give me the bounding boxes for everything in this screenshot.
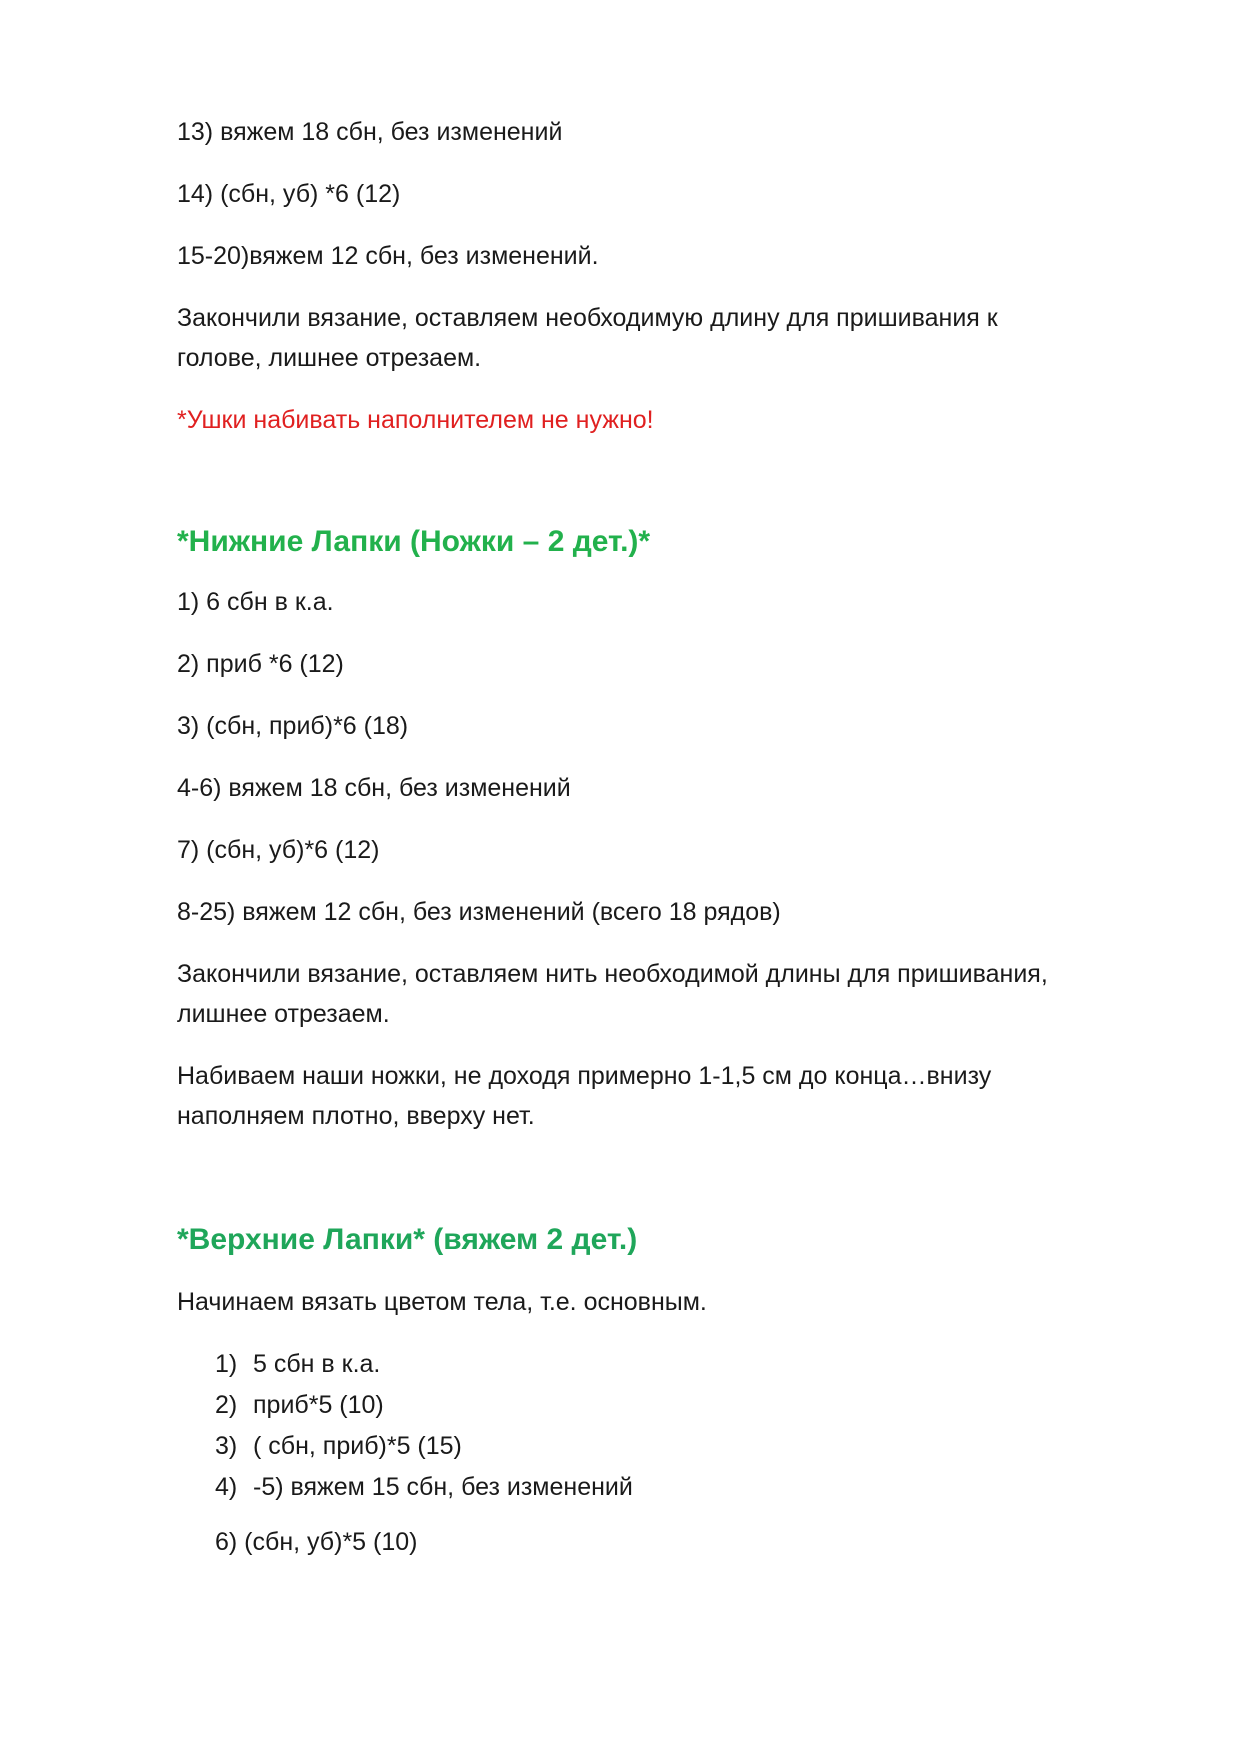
row-14: 14) (сбн, уб) *6 (12) xyxy=(177,180,401,208)
list-item-number: 1) xyxy=(215,1350,238,1378)
list-item xyxy=(215,1344,1117,1385)
legs-row-1: 1) 6 сбн в к.а. xyxy=(177,588,334,616)
row-15-20: 15-20)вяжем 12 сбн, без изменений. xyxy=(177,242,599,270)
list-item-text: 5 сбн в к.а. xyxy=(253,1350,381,1378)
arms-numbered-list xyxy=(215,1344,1117,1508)
list-item xyxy=(215,1467,1117,1508)
finish-line-2: голове, лишнее отрезаем. xyxy=(177,344,482,372)
list-item-text: ( сбн, приб)*5 (15) xyxy=(253,1432,462,1460)
legs-finish-line-2: лишнее отрезаем. xyxy=(177,1000,390,1028)
legs-row-7: 7) (сбн, уб)*6 (12) xyxy=(177,836,380,864)
finish-paragraph xyxy=(177,298,1117,378)
list-item-text: приб*5 (10) xyxy=(253,1391,384,1419)
legs-finish-paragraph xyxy=(177,954,1117,1034)
legs-row-4-6: 4-6) вяжем 18 сбн, без изменений xyxy=(177,774,571,802)
row-13: 13) вяжем 18 сбн, без изменений xyxy=(177,118,563,146)
list-item-text: -5) вяжем 15 сбн, без изменений xyxy=(253,1473,633,1501)
list-item xyxy=(215,1385,1117,1426)
finish-line-1: Закончили вязание, оставляем необходимую длину для пришивания к xyxy=(177,304,998,332)
list-item-number: 3) xyxy=(215,1432,238,1460)
legs-stuffing-line-2: наполняем плотно, вверху нет. xyxy=(177,1102,535,1130)
arms-row-6: 6) (сбн, уб)*5 (10) xyxy=(215,1528,418,1556)
legs-stuffing-paragraph xyxy=(177,1056,1117,1136)
legs-stuffing-line-1: Набиваем наши ножки, не доходя примерно 1-1,5 см до конца…внизу xyxy=(177,1062,992,1090)
legs-finish-line-1: Закончили вязание, оставляем нить необходимой длины для пришивания, xyxy=(177,960,1048,988)
ears-note: *Ушки набивать наполнителем не нужно! xyxy=(177,406,654,434)
list-item-number: 4) xyxy=(215,1473,238,1501)
document-page xyxy=(177,112,1117,1562)
list-item xyxy=(215,1426,1117,1467)
legs-row-2: 2) приб *6 (12) xyxy=(177,650,344,678)
arms-intro: Начинаем вязать цветом тела, т.е. основным. xyxy=(177,1288,707,1316)
list-item-number: 2) xyxy=(215,1391,238,1419)
legs-heading: *Нижние Лапки (Ножки – 2 дет.)* xyxy=(177,525,651,558)
arms-heading: *Верхние Лапки* (вяжем 2 дет.) xyxy=(177,1223,638,1256)
legs-row-3: 3) (сбн, приб)*6 (18) xyxy=(177,712,409,740)
legs-row-8-25: 8-25) вяжем 12 сбн, без изменений (всего 18 рядов) xyxy=(177,898,781,926)
